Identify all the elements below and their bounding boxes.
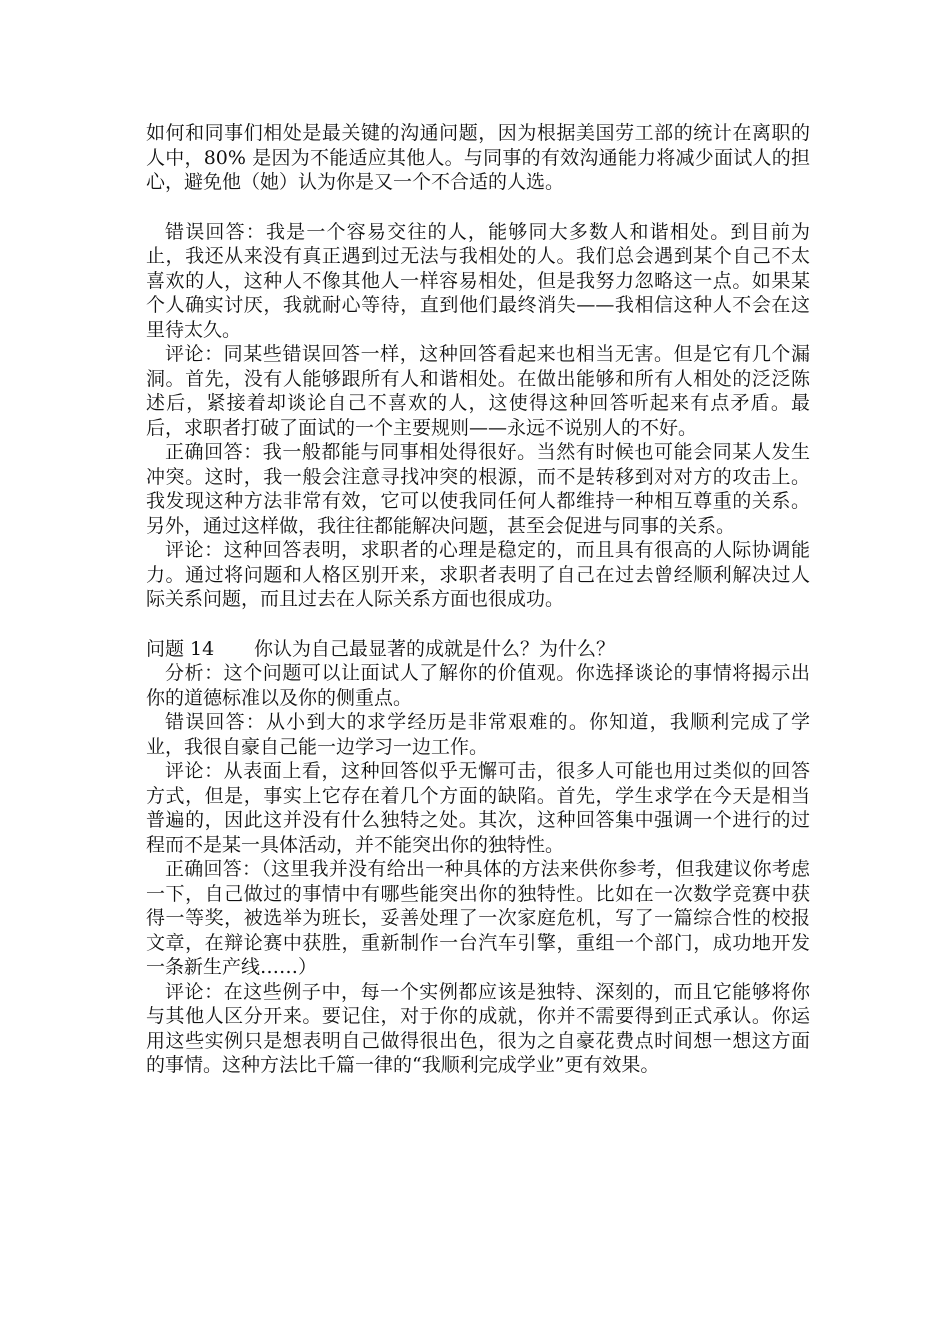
q14-right-answer: 正确回答：（这里我并没有给出一种具体的方法来供你参考，但我建议你考虑一下，自己做过的事情中有哪些能突出你的独特性。比如在一次数学竞赛中获得一等奖，被选举为班长，妥善处理了一次家庭危机，写了一篇综合性的校报文章，在辩论赛中获胜，重新制作一台汽车引擎，重组一个部门，成功地开发一条新生产线……） — [146, 858, 810, 978]
q13-right-answer: 正确回答：我一般都能与同事相处得很好。当然有时候也可能会同某人发生冲突。这时，我一般会注意寻找冲突的根源，而不是转移到对对方的攻击上。我发现这种方法非常有效，它可以使我同任何人都维持一种相互尊重的关系。另外，通过这样做，我往往都能解决问题，甚至会促进与同事的关系。 — [146, 441, 810, 537]
q13-wrong-answer: 错误回答：我是一个容易交往的人，能够同大多数人和谐相处。到目前为止，我还从来没有真正遇到过无法与我相处的人。我们总会遇到某个自己不太喜欢的人，这种人不像其他人一样容易相处，但是我努力忽略这一点。如果某个人确实讨厌，我就耐心等待，直到他们最终消失——我相信这种人不会在这里待太久。 — [146, 220, 810, 341]
paragraph-gap — [146, 195, 810, 220]
q14-heading — [146, 637, 810, 662]
q14-wrong-comment: 评论：从表面上看，这种回答似乎无懈可击，很多人可能也用过类似的回答方式，但是，事实上它存在着几个方面的缺陷。首先，学生求学在今天是相当普遍的，因此这并没有什么独特之处。其次，这种回答集中强调一个进行的过程而不是某一具体活动，并不能突出你的独特性。 — [146, 760, 810, 856]
q14-question: 你认为自己最显著的成就是什么？为什么？ — [254, 637, 616, 660]
q14-wrong-answer: 错误回答：从小到大的求学经历是非常艰难的。你知道，我顺利完成了学业，我很自豪自己能一边学习一边工作。 — [146, 711, 810, 758]
document-page — [146, 121, 810, 1078]
q14-number: 问题 14 — [146, 637, 215, 660]
q14-analysis: 分析：这个问题可以让面试人了解你的价值观。你选择谈论的事情将揭示出你的道德标准以及你的侧重点。 — [146, 662, 810, 709]
paragraph-gap — [146, 612, 810, 637]
intro-paragraph: 如何和同事们相处是最关键的沟通问题，因为根据美国劳工部的统计在离职的人中，80% 是因为不能适应其他人。与同事的有效沟通能力将减少面试人的担心，避免他（她）认为你是又一个不合适的人选。 — [146, 122, 810, 193]
q13-right-comment: 评论：这种回答表明，求职者的心理是稳定的，而且具有很高的人际协调能力。通过将问题和人格区别开来，求职者表明了自己在过去曾经顺利解决过人际关系问题，而且过去在人际关系方面也很成功。 — [146, 539, 810, 610]
q14-right-comment: 评论：在这些例子中，每一个实例都应该是独特、深刻的，而且它能够将你与其他人区分开来。要记住，对于你的成就，你并不需要得到正式承认。你运用这些实例只是想表明自己做得很出色，很为之自豪花费点时间想一想这方面的事情。这种方法比千篇一律的“我顺利完成学业”更有效果。 — [146, 980, 810, 1076]
q13-wrong-comment: 评论：同某些错误回答一样，这种回答看起来也相当无害。但是它有几个漏洞。首先，没有人能够跟所有人和谐相处。在做出能够和所有人相处的泛泛陈述后，紧接着却谈论自己不喜欢的人，这使得这种回答听起来有点矛盾。最后，求职者打破了面试的一个主要规则——永远不说别人的不好。 — [146, 343, 810, 439]
